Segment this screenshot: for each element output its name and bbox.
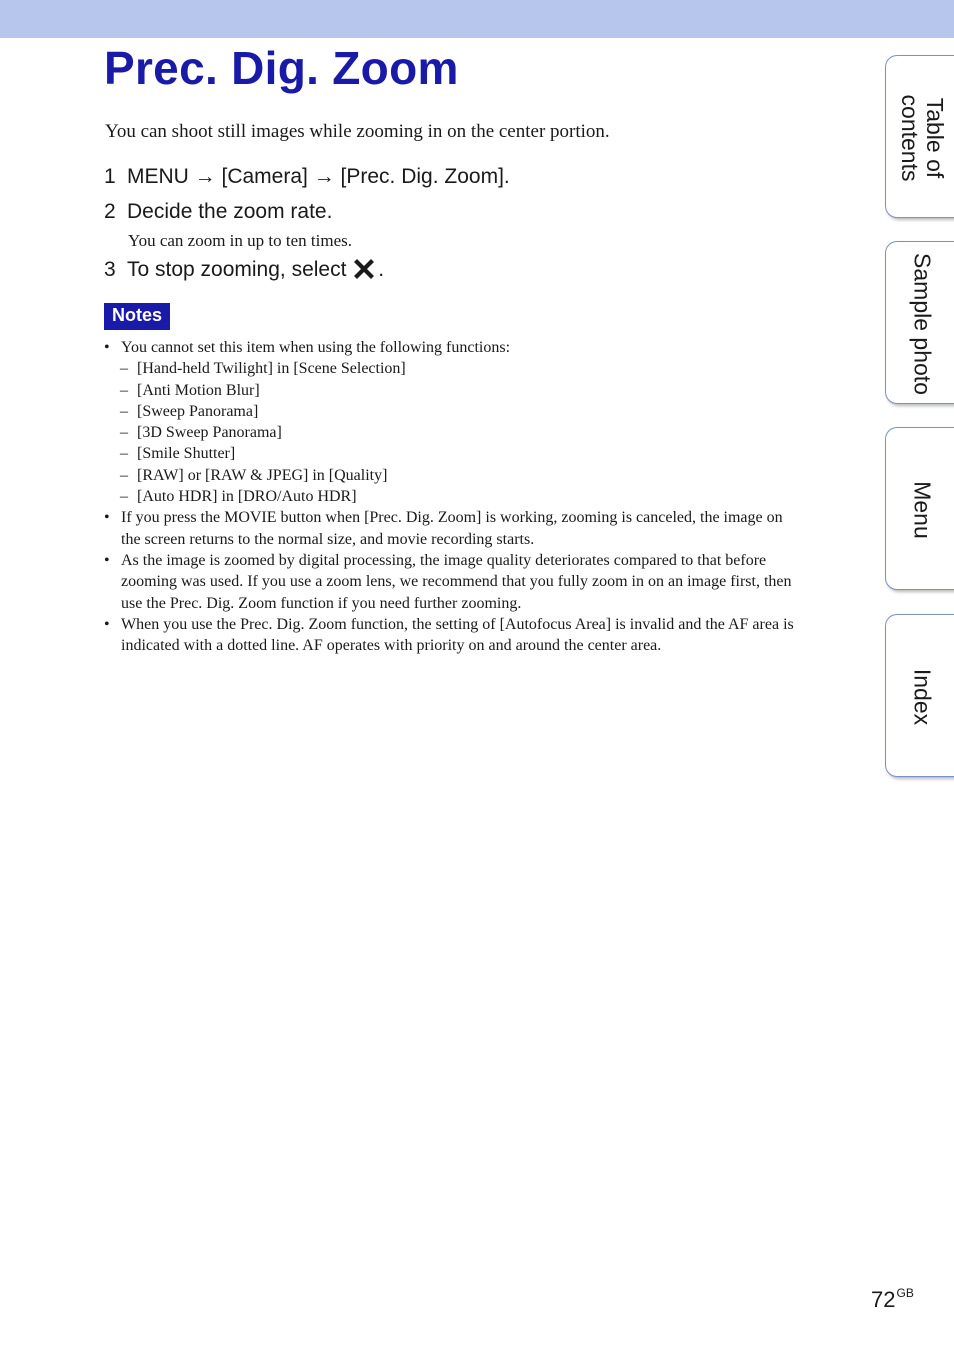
step-text: Decide the zoom rate. <box>127 200 333 223</box>
tab-index[interactable] <box>885 614 954 777</box>
page-number-value: 72 <box>871 1287 896 1312</box>
step-1 <box>104 163 510 191</box>
dash: – <box>120 424 128 442</box>
step-2 <box>104 198 332 226</box>
page-number <box>871 1278 914 1315</box>
bullet: • <box>104 339 110 356</box>
list-subitem <box>104 358 852 379</box>
list-item <box>104 507 852 550</box>
list-item <box>104 337 852 358</box>
note-line: the screen returns to the normal size, and movie recording starts. <box>121 530 535 548</box>
note-line: zooming was used. If you use a zoom lens, we recommend that you fully zoom in on an image first, then <box>121 573 792 591</box>
note-line: When you use the Prec. Dig. Zoom function, the setting of [Autofocus Area] is invalid and the AF area is <box>121 615 794 633</box>
bullet: • <box>104 615 110 633</box>
note-line: use the Prec. Dig. Zoom function if you need further zooming. <box>121 594 522 612</box>
list-subitem <box>104 422 852 443</box>
dash: – <box>120 360 128 378</box>
page-number-suffix: GB <box>896 1286 914 1300</box>
list-subitem <box>104 380 852 401</box>
bullet: • <box>104 509 110 527</box>
dash: – <box>120 466 128 484</box>
dash: – <box>120 488 128 506</box>
note-line: indicated with a dotted line. AF operates with priority on and around the center area. <box>121 637 662 655</box>
subitem-text: [Auto HDR] in [DRO/Auto HDR] <box>137 488 357 506</box>
dash: – <box>120 445 128 463</box>
intro-text: You can shoot still images while zooming in on the center portion. <box>105 121 610 142</box>
tab-label: Index <box>909 668 936 726</box>
list-subitem <box>104 486 852 507</box>
step-suffix: . <box>378 258 385 281</box>
list-subitem <box>104 443 852 464</box>
step-text: To stop zooming, select <box>127 258 347 281</box>
tab-menu[interactable] <box>885 427 954 590</box>
dash: – <box>120 402 128 420</box>
tab-label: Menu <box>909 481 936 539</box>
notes-badge: Notes <box>104 303 170 330</box>
subitem-text: [RAW] or [RAW & JPEG] in [Quality] <box>137 466 388 484</box>
subitem-text: [3D Sweep Panorama] <box>137 424 282 442</box>
subitem-text: [Sweep Panorama] <box>137 402 259 420</box>
note-line: If you press the MOVIE button when [Prec. Dig. Zoom] is working, zooming is canceled, the image on <box>121 509 783 527</box>
top-band <box>0 0 954 38</box>
step-text: MENU → [Camera] → [Prec. Dig. Zoom]. <box>127 165 510 188</box>
notes-list <box>104 337 852 656</box>
dash: – <box>120 381 128 399</box>
step-number: 1 <box>104 165 116 188</box>
list-item <box>104 550 852 614</box>
step-2-note: You can zoom in up to ten times. <box>128 231 352 250</box>
list-subitem <box>104 465 852 486</box>
tab-label: Table of contents <box>897 94 948 182</box>
bullet: • <box>104 551 110 569</box>
subitem-text: [Smile Shutter] <box>137 445 236 463</box>
step-number: 3 <box>104 258 116 281</box>
subitem-text: [Anti Motion Blur] <box>137 381 260 399</box>
step-number: 2 <box>104 200 116 223</box>
subitem-text: [Hand-held Twilight] in [Scene Selection] <box>137 360 406 378</box>
tab-label: Sample photo <box>909 253 936 395</box>
tab-table-of-contents[interactable] <box>885 55 954 218</box>
page-title: Prec. Dig. Zoom <box>104 42 459 94</box>
list-item <box>104 614 852 657</box>
step-3 <box>104 256 384 287</box>
tab-sample-photo[interactable] <box>885 241 954 404</box>
x-icon <box>354 259 374 287</box>
note-text: You cannot set this item when using the following functions: <box>121 339 511 356</box>
note-line: As the image is zoomed by digital processing, the image quality deteriorates compared to that before <box>121 551 767 569</box>
list-subitem <box>104 401 852 422</box>
